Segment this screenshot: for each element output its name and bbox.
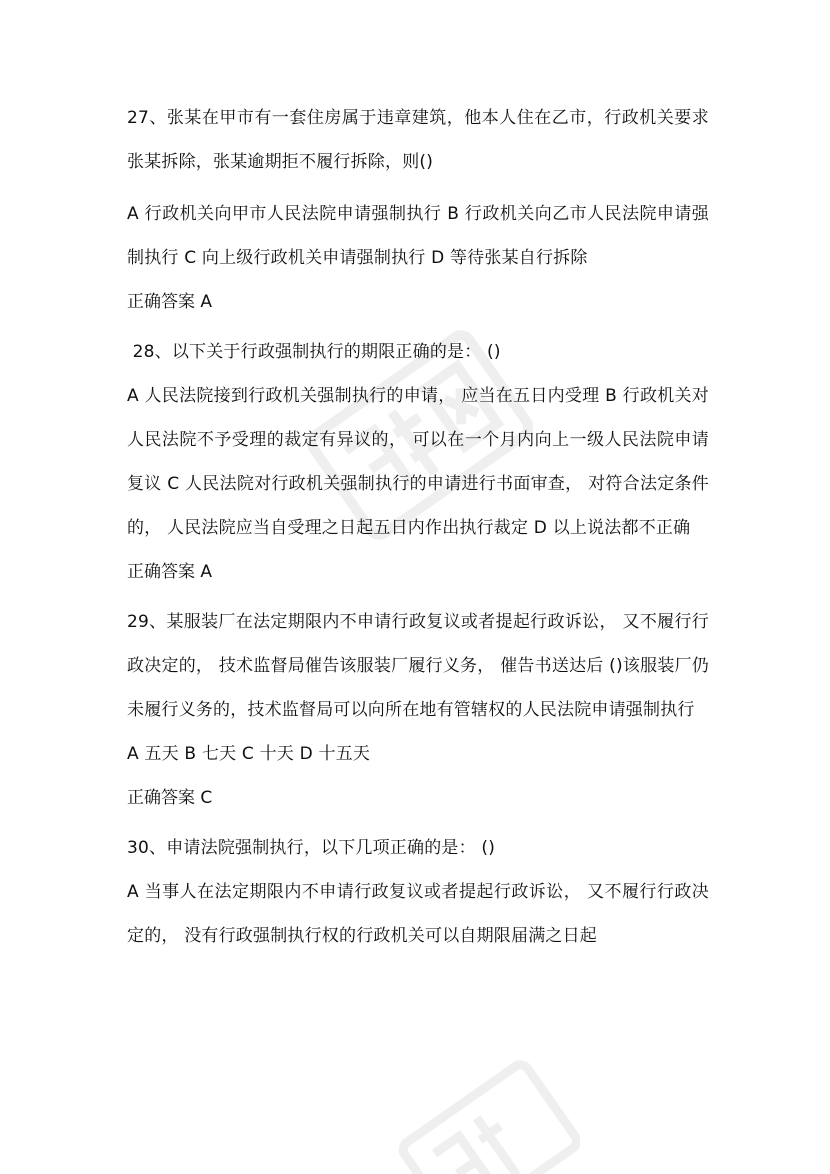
question-29-answer: 正确答案 C bbox=[127, 788, 213, 808]
question-29: 29、某服装厂在法定期限内不申请行政复议或者提起行政诉讼， 又不履行行政决定的， 技术监督局催告该服装厂履行义务， 催告书送达后 ()该服装厂仍未履行义务的，技术监督局可以向所在地有管辖权的人民法院申请强制执行 bbox=[127, 612, 709, 720]
question-28: 28、以下关于行政强制执行的期限正确的是： () bbox=[127, 342, 501, 362]
document-body bbox=[127, 96, 709, 958]
question-30-options: A 当事人在法定期限内不申请行政复议或者提起行政诉讼， 又不履行行政决定的， 没有行政强制执行权的行政机关可以自期限届满之日起 bbox=[127, 882, 709, 946]
question-27: 27、张某在甲市有一套住房属于违章建筑，他本人住在乙市，行政机关要求张某拆除，张某逾期拒不履行拆除，则() bbox=[127, 108, 709, 172]
watermark-logo-bottom bbox=[380, 1060, 580, 1174]
question-28-answer: 正确答案 A bbox=[127, 562, 213, 582]
question-30: 30、申请法院强制执行，以下几项正确的是： () bbox=[127, 838, 496, 858]
question-28-options: A 人民法院接到行政机关强制执行的申请， 应当在五日内受理 B 行政机关对人民法院不予受理的裁定有异议的， 可以在一个月内向上一级人民法院申请复议 C 人民法院对行政机关强制执行的申请进行书面审查， 对符合法定条件的， 人民法院应当自受理之日起五日内作出执行裁定 D 以上说法都不正确 bbox=[127, 386, 709, 538]
question-27-options: A 行政机关向甲市人民法院申请强制执行 B 行政机关向乙市人民法院申请强制执行 C 向上级行政机关申请强制执行 D 等待张某自行拆除 bbox=[127, 204, 709, 268]
question-27-answer: 正确答案 A bbox=[127, 292, 213, 312]
question-29-options: A 五天 B 七天 C 十天 D 十五天 bbox=[127, 744, 371, 764]
